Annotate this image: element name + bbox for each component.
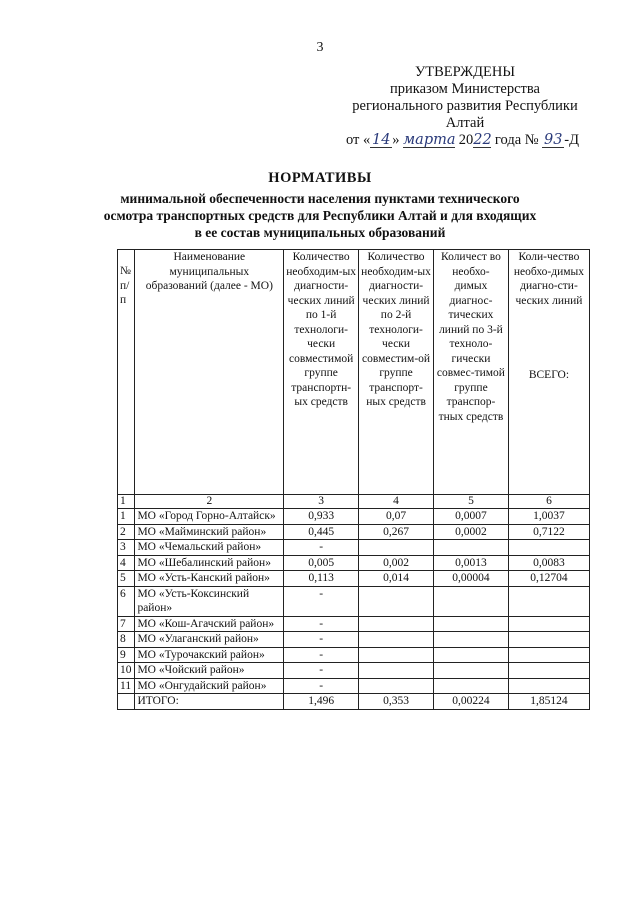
row-number: 9 <box>118 647 135 663</box>
row-value-total <box>508 647 589 663</box>
approval-date-line <box>346 132 590 149</box>
row-value-1: - <box>284 632 359 648</box>
norms-table <box>117 249 590 710</box>
row-name: МО «Турочакский район» <box>135 647 284 663</box>
row-value-2: 0,267 <box>359 524 434 540</box>
row-name: МО «Онгудайский район» <box>135 678 284 694</box>
row-value-3 <box>434 632 509 648</box>
total-value-2: 0,353 <box>359 694 434 710</box>
handwritten-year: 22 <box>473 132 492 148</box>
table-row <box>118 616 590 632</box>
row-name: МО «Майминский район» <box>135 524 284 540</box>
row-value-3 <box>434 663 509 679</box>
row-value-total: 1,0037 <box>508 509 589 525</box>
column-index-row <box>118 495 590 509</box>
handwritten-day: 14 <box>372 132 391 148</box>
row-name: МО «Шебалинский район» <box>135 555 284 571</box>
row-value-2 <box>359 647 434 663</box>
approval-block <box>340 64 590 149</box>
row-value-2 <box>359 616 434 632</box>
row-value-total <box>508 586 589 616</box>
row-value-1: - <box>284 540 359 556</box>
header-line-3: Количест во необхо-димых диагнос-тических линий по 3-й техноло-гически совмес-тимой группе транспор-тных средств <box>434 250 509 495</box>
row-name: МО «Улаганский район» <box>135 632 284 648</box>
row-value-3 <box>434 616 509 632</box>
approval-line-2: регионального развития Республики <box>352 98 578 114</box>
document-heading <box>100 170 540 241</box>
year-prefix: 20 <box>458 132 474 148</box>
row-number: 7 <box>118 616 135 632</box>
row-number: 2 <box>118 524 135 540</box>
row-value-2 <box>359 586 434 616</box>
document-title: НОРМАТИВЫ <box>268 170 372 186</box>
row-value-2: 0,002 <box>359 555 434 571</box>
table-row <box>118 571 590 587</box>
row-value-2: 0,07 <box>359 509 434 525</box>
date-day-close: » <box>392 132 400 148</box>
total-label: ИТОГО: <box>135 694 284 710</box>
table-header-row <box>118 250 590 495</box>
row-name: МО «Кош-Агачский район» <box>135 616 284 632</box>
row-value-1: - <box>284 647 359 663</box>
total-value-3: 0,00224 <box>434 694 509 710</box>
row-number: 5 <box>118 571 135 587</box>
row-number: 10 <box>118 663 135 679</box>
index-cell: 6 <box>508 495 589 509</box>
table-row <box>118 509 590 525</box>
row-value-total: 0,0083 <box>508 555 589 571</box>
index-cell: 1 <box>118 495 135 509</box>
row-value-1: 0,113 <box>284 571 359 587</box>
row-value-total <box>508 540 589 556</box>
year-word: года № <box>491 132 539 148</box>
index-cell: 3 <box>284 495 359 509</box>
table-row <box>118 632 590 648</box>
row-value-3: 0,0007 <box>434 509 509 525</box>
table-row <box>118 678 590 694</box>
row-number: 4 <box>118 555 135 571</box>
row-name: МО «Чойский район» <box>135 663 284 679</box>
row-value-total <box>508 663 589 679</box>
row-value-3: 0,0002 <box>434 524 509 540</box>
row-value-3 <box>434 540 509 556</box>
row-value-1: 0,445 <box>284 524 359 540</box>
header-line-2: Количество необходим-ых диагности-ческих линий по 2-й технологи-чески совместим-ой группе транспорт-ных средств <box>359 250 434 495</box>
row-number: 11 <box>118 678 135 694</box>
total-num-cell <box>118 694 135 710</box>
row-value-2 <box>359 678 434 694</box>
row-number: 1 <box>118 509 135 525</box>
row-value-3 <box>434 647 509 663</box>
row-value-3 <box>434 586 509 616</box>
row-name: МО «Усть-Канский район» <box>135 571 284 587</box>
row-value-3 <box>434 678 509 694</box>
table-row <box>118 540 590 556</box>
row-value-total <box>508 678 589 694</box>
total-value-sum: 1,85124 <box>508 694 589 710</box>
row-value-2 <box>359 632 434 648</box>
header-num: № п/п <box>118 250 135 495</box>
table-row <box>118 586 590 616</box>
header-name: Наименование муниципальных образований (далее - МО) <box>135 250 284 495</box>
table-row <box>118 524 590 540</box>
index-cell: 2 <box>135 495 284 509</box>
row-name: МО «Усть-Коксинский район» <box>135 586 284 616</box>
row-value-2 <box>359 540 434 556</box>
row-value-total <box>508 632 589 648</box>
header-line-1: Количество необходим-ых диагности-ческих линий по 1-й технологи-чески совместимой группе транспортн-ых средств <box>284 250 359 495</box>
approval-line-3: Алтай <box>445 115 485 131</box>
index-cell: 4 <box>359 495 434 509</box>
table-row <box>118 647 590 663</box>
total-value-1: 1,496 <box>284 694 359 710</box>
row-number: 6 <box>118 586 135 616</box>
row-name: МО «Чемальский район» <box>135 540 284 556</box>
row-value-3: 0,0013 <box>434 555 509 571</box>
row-value-1: 0,005 <box>284 555 359 571</box>
row-value-2 <box>359 663 434 679</box>
number-suffix: -Д <box>564 132 579 148</box>
row-value-total: 0,7122 <box>508 524 589 540</box>
date-prefix: от « <box>346 132 371 148</box>
table-row <box>118 663 590 679</box>
table-row <box>118 555 590 571</box>
approval-line-1: приказом Министерства <box>390 81 540 97</box>
header-total-label: Коли-чество необхо-димых диагно-сти-ческих линий <box>513 251 584 307</box>
row-number: 8 <box>118 632 135 648</box>
header-total-vsego: ВСЕГО: <box>528 369 570 381</box>
row-value-3: 0,00004 <box>434 571 509 587</box>
row-value-1: - <box>284 586 359 616</box>
row-name: МО «Город Горно-Алтайск» <box>135 509 284 525</box>
handwritten-month: марта <box>403 132 456 148</box>
total-row <box>118 694 590 710</box>
row-value-1: 0,933 <box>284 509 359 525</box>
document-subtitle: минимальной обеспеченности населения пунктами технического осмотра транспортных средств для Республики Алтай и для входящих в ее состав муниципальных образований <box>103 191 537 240</box>
row-value-1: - <box>284 663 359 679</box>
row-value-total: 0,12704 <box>508 571 589 587</box>
approval-title: УТВЕРЖДЕНЫ <box>414 64 516 80</box>
page-number: 3 <box>316 40 324 55</box>
index-cell: 5 <box>434 495 509 509</box>
row-value-total <box>508 616 589 632</box>
row-value-1: - <box>284 678 359 694</box>
row-number: 3 <box>118 540 135 556</box>
row-value-1: - <box>284 616 359 632</box>
row-value-2: 0,014 <box>359 571 434 587</box>
handwritten-number: 93 <box>544 132 563 148</box>
header-total <box>508 250 589 495</box>
